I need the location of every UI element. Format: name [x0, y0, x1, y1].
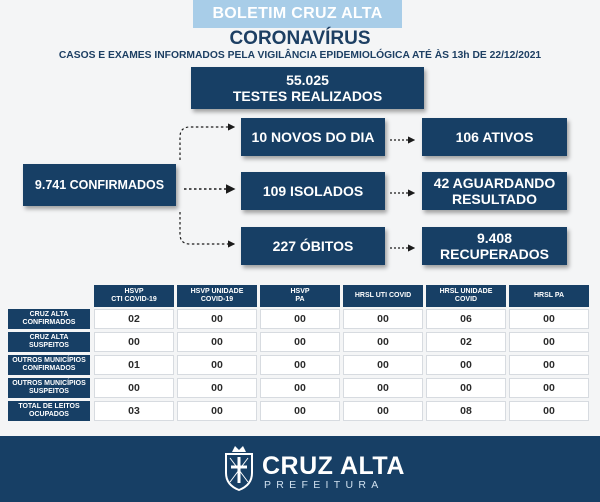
table-cell: 02 [426, 332, 506, 352]
row-header-line2: OCUPADOS [29, 411, 69, 418]
tests-value: 55.025 [286, 71, 329, 88]
table-cell: 00 [260, 309, 340, 329]
logo-subtitle: PREFEITURA [264, 479, 384, 491]
row-header-line1: CRUZ ALTA [29, 333, 69, 341]
col-header-hrsl-unidade [426, 285, 506, 307]
table-cell: 00 [509, 332, 589, 352]
row-header-line1: OUTROS MUNICÍPIOS [12, 356, 86, 364]
table-cell: 00 [426, 378, 506, 398]
awaiting-line1: 42 AGUARDANDO [433, 174, 556, 191]
table-cell: 00 [94, 378, 174, 398]
table-cell: 00 [260, 332, 340, 352]
table-cell: 00 [260, 355, 340, 375]
col-header-hrsl-pa [509, 285, 589, 307]
confirmed-box [23, 164, 176, 206]
row-header-line1: OUTROS MUNICÍPIOS [12, 379, 86, 387]
recovered-box [422, 227, 567, 265]
table-cell: 00 [343, 355, 423, 375]
table-cell: 00 [426, 355, 506, 375]
isolated-label: 109 ISOLADOS [262, 182, 364, 199]
table-cell: 00 [177, 401, 257, 421]
col-header-line1: HRSL UNIDADE [439, 287, 493, 295]
table-cell: 02 [94, 309, 174, 329]
logo-title: CRUZ ALTA [262, 452, 405, 480]
table-cell: 00 [343, 401, 423, 421]
active-box [422, 118, 567, 156]
page-subtitle: CASOS E EXAMES INFORMADOS PELA VIGILÂNCIA EPIDEMIOLÓGICA ATÉ ÀS 13h DE 22/12/2021 [58, 50, 542, 61]
new-cases-label: 10 NOVOS DO DIA [251, 128, 375, 145]
arrow-to-novos [180, 127, 234, 160]
table-cell: 00 [509, 355, 589, 375]
awaiting-line2: RESULTADO [451, 191, 538, 207]
recovered-label: RECUPERADOS [440, 246, 549, 262]
row-header-total-leitos [8, 401, 90, 421]
table-cell: 01 [94, 355, 174, 375]
row-header-outros-suspeitos [8, 378, 90, 398]
row-header-line1: CRUZ ALTA [29, 310, 69, 318]
row-header-cruz-alta-confirmados [8, 309, 90, 329]
table-cell: 00 [509, 309, 589, 329]
table-cell: 00 [509, 401, 589, 421]
col-header-line2: COVID-19 [200, 296, 234, 303]
page-title: CORONAVÍRUS [229, 28, 371, 49]
coat-of-arms-icon [223, 443, 255, 493]
col-header-hsvp-cti [94, 285, 174, 307]
row-header-line2: SUSPEITOS [29, 388, 69, 395]
row-header-cruz-alta-suspeitos [8, 332, 90, 352]
col-header-line2: CTI COVID-19 [111, 296, 157, 303]
col-header-line1: HSVP [124, 287, 144, 295]
new-cases-box [241, 118, 385, 156]
table-cell: 00 [343, 332, 423, 352]
awaiting-box [422, 172, 567, 210]
row-header-line1: TOTAL DE LEITOS [18, 402, 80, 410]
table-cell: 00 [260, 378, 340, 398]
table-cell: 00 [260, 401, 340, 421]
confirmed-label: 9.741 CONFIRMADOS [34, 177, 165, 192]
col-header-line1: HSVP [290, 287, 310, 295]
col-header-hsvp-pa [260, 285, 340, 307]
row-header-line2: CONFIRMADOS [22, 319, 76, 326]
active-label: 106 ATIVOS [455, 128, 534, 145]
table-cell: 08 [426, 401, 506, 421]
col-header-line1: HRSL PA [533, 291, 565, 299]
table-cell: 00 [509, 378, 589, 398]
col-header-hrsl-uti [343, 285, 423, 307]
table-cell: 03 [94, 401, 174, 421]
table-cell: 00 [177, 355, 257, 375]
isolated-box [241, 172, 385, 210]
table-cell: 00 [177, 309, 257, 329]
table-cell: 00 [343, 309, 423, 329]
arrow-to-obitos [180, 212, 234, 244]
col-header-hsvp-unidade [177, 285, 257, 307]
recovered-value: 9.408 [476, 229, 513, 246]
deaths-label: 227 ÓBITOS [272, 237, 354, 254]
table-cell: 00 [94, 332, 174, 352]
table-cell: 06 [426, 309, 506, 329]
tests-label: TESTES REALIZADOS [232, 88, 383, 104]
col-header-line1: HRSL UTI COVID [354, 291, 412, 299]
row-header-outros-confirmados [8, 355, 90, 375]
col-header-line2: PA [295, 296, 305, 303]
deaths-box [241, 227, 385, 265]
bulletin-pill: BOLETIM CRUZ ALTA [193, 0, 402, 28]
col-header-line2: COVID [454, 296, 478, 303]
row-header-line2: CONFIRMADOS [22, 365, 76, 372]
table-cell: 00 [343, 378, 423, 398]
col-header-line1: HSVP UNIDADE [190, 287, 244, 295]
row-header-line2: SUSPEITOS [29, 342, 69, 349]
table-cell: 00 [177, 378, 257, 398]
table-cell: 00 [177, 332, 257, 352]
